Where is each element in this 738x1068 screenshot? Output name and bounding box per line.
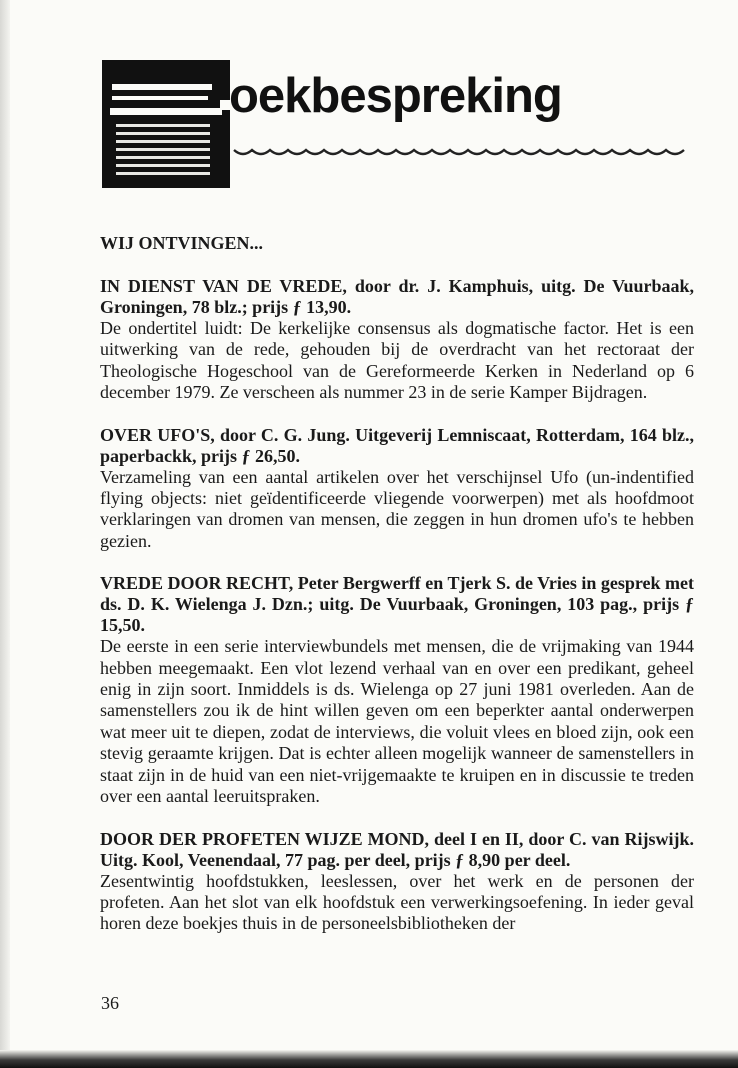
wavy-rule: [232, 146, 690, 160]
book-entry: [100, 276, 694, 404]
book-description: De ondertitel luidt: De kerkelijke consensus als dogmatische factor. Het is een uitwerking van de rede, gehouden bij de overdracht van het rectoraat der Theologische Hogeschool van de Gereformeerde Kerken in Nederland op 6 december 1979. Ze verscheen als nummer 23 in de serie Kamper Bijdragen.: [100, 318, 694, 403]
book-description: Zesentwintig hoofdstukken, leeslessen, over het werk en de personen der profeten. Aan het slot van elk hoofdstuk een verwerkingsoefening. In ieder geval horen deze boekjes thuis in de personeelsbibliotheken der: [100, 870, 694, 934]
book-heading: VREDE DOOR RECHT, Peter Bergwerff en Tjerk S. de Vries in gesprek met ds. D. K. Wielenga J. Dzn.; uitg. De Vuurbaak, Groningen, 103 pag., prijs ƒ 15,50.: [100, 573, 694, 636]
book-description: De eerste in een serie interviewbundels met mensen, die de vrijmaking van 1944 hebben meegemaakt. Een vlot lezend verhaal van en over een predikant, geheel enig in zijn soort. Inmiddels is ds. Wielenga op 27 juni 1981 overleden. Aan de samenstellers zou ik de hint willen geven om een beperkter aantal onderwerpen wat meer uit te diepen, zodat de interviews, die voluit vlees en bloed zijn, ook een stevig geraamte krijgen. Dat is echter alleen mogelijk wanneer de samenstellers in staat zijn in de huid van een niet-vrijgemaakte te kruipen en in discussie te treden over een aantal leeruitspraken.: [100, 636, 694, 807]
page-bottom-edge: [0, 1050, 738, 1068]
page-spine: [0, 0, 10, 1068]
article-body: [100, 232, 694, 956]
b-logo-icon: [102, 60, 230, 188]
book-description: Verzameling van een aantal artikelen over het verschijnsel Ufo (un-indentified flying objects: niet geïdentificeerde vliegende voorwerpen) met als hoofdmoot verklaringen van dromen van mensen, die zeggen in hun dromen ufo's te hebben gezien.: [100, 466, 694, 551]
book-heading: DOOR DER PROFETEN WIJZE MOND, deel I en II, door C. van Rijswijk. Uitg. Kool, Veenendaal, 77 pag. per deel, prijs ƒ 8,90 per deel.: [100, 828, 694, 870]
book-entry: [100, 573, 694, 807]
masthead-title: oekbespreking: [229, 69, 562, 123]
book-heading: OVER UFO'S, door C. G. Jung. Uitgeverij Lemniscaat, Rotterdam, 164 blz., paperbackk, prijs ƒ 26,50.: [100, 424, 694, 466]
book-entry: [100, 829, 694, 935]
book-heading: IN DIENST VAN DE VREDE, door dr. J. Kamphuis, uitg. De Vuurbaak, Groningen, 78 blz.; prijs ƒ 13,90.: [100, 276, 694, 317]
book-entry: [100, 425, 694, 553]
section-label: WIJ ONTVINGEN...: [100, 233, 264, 253]
page-number: 36: [101, 993, 119, 1013]
